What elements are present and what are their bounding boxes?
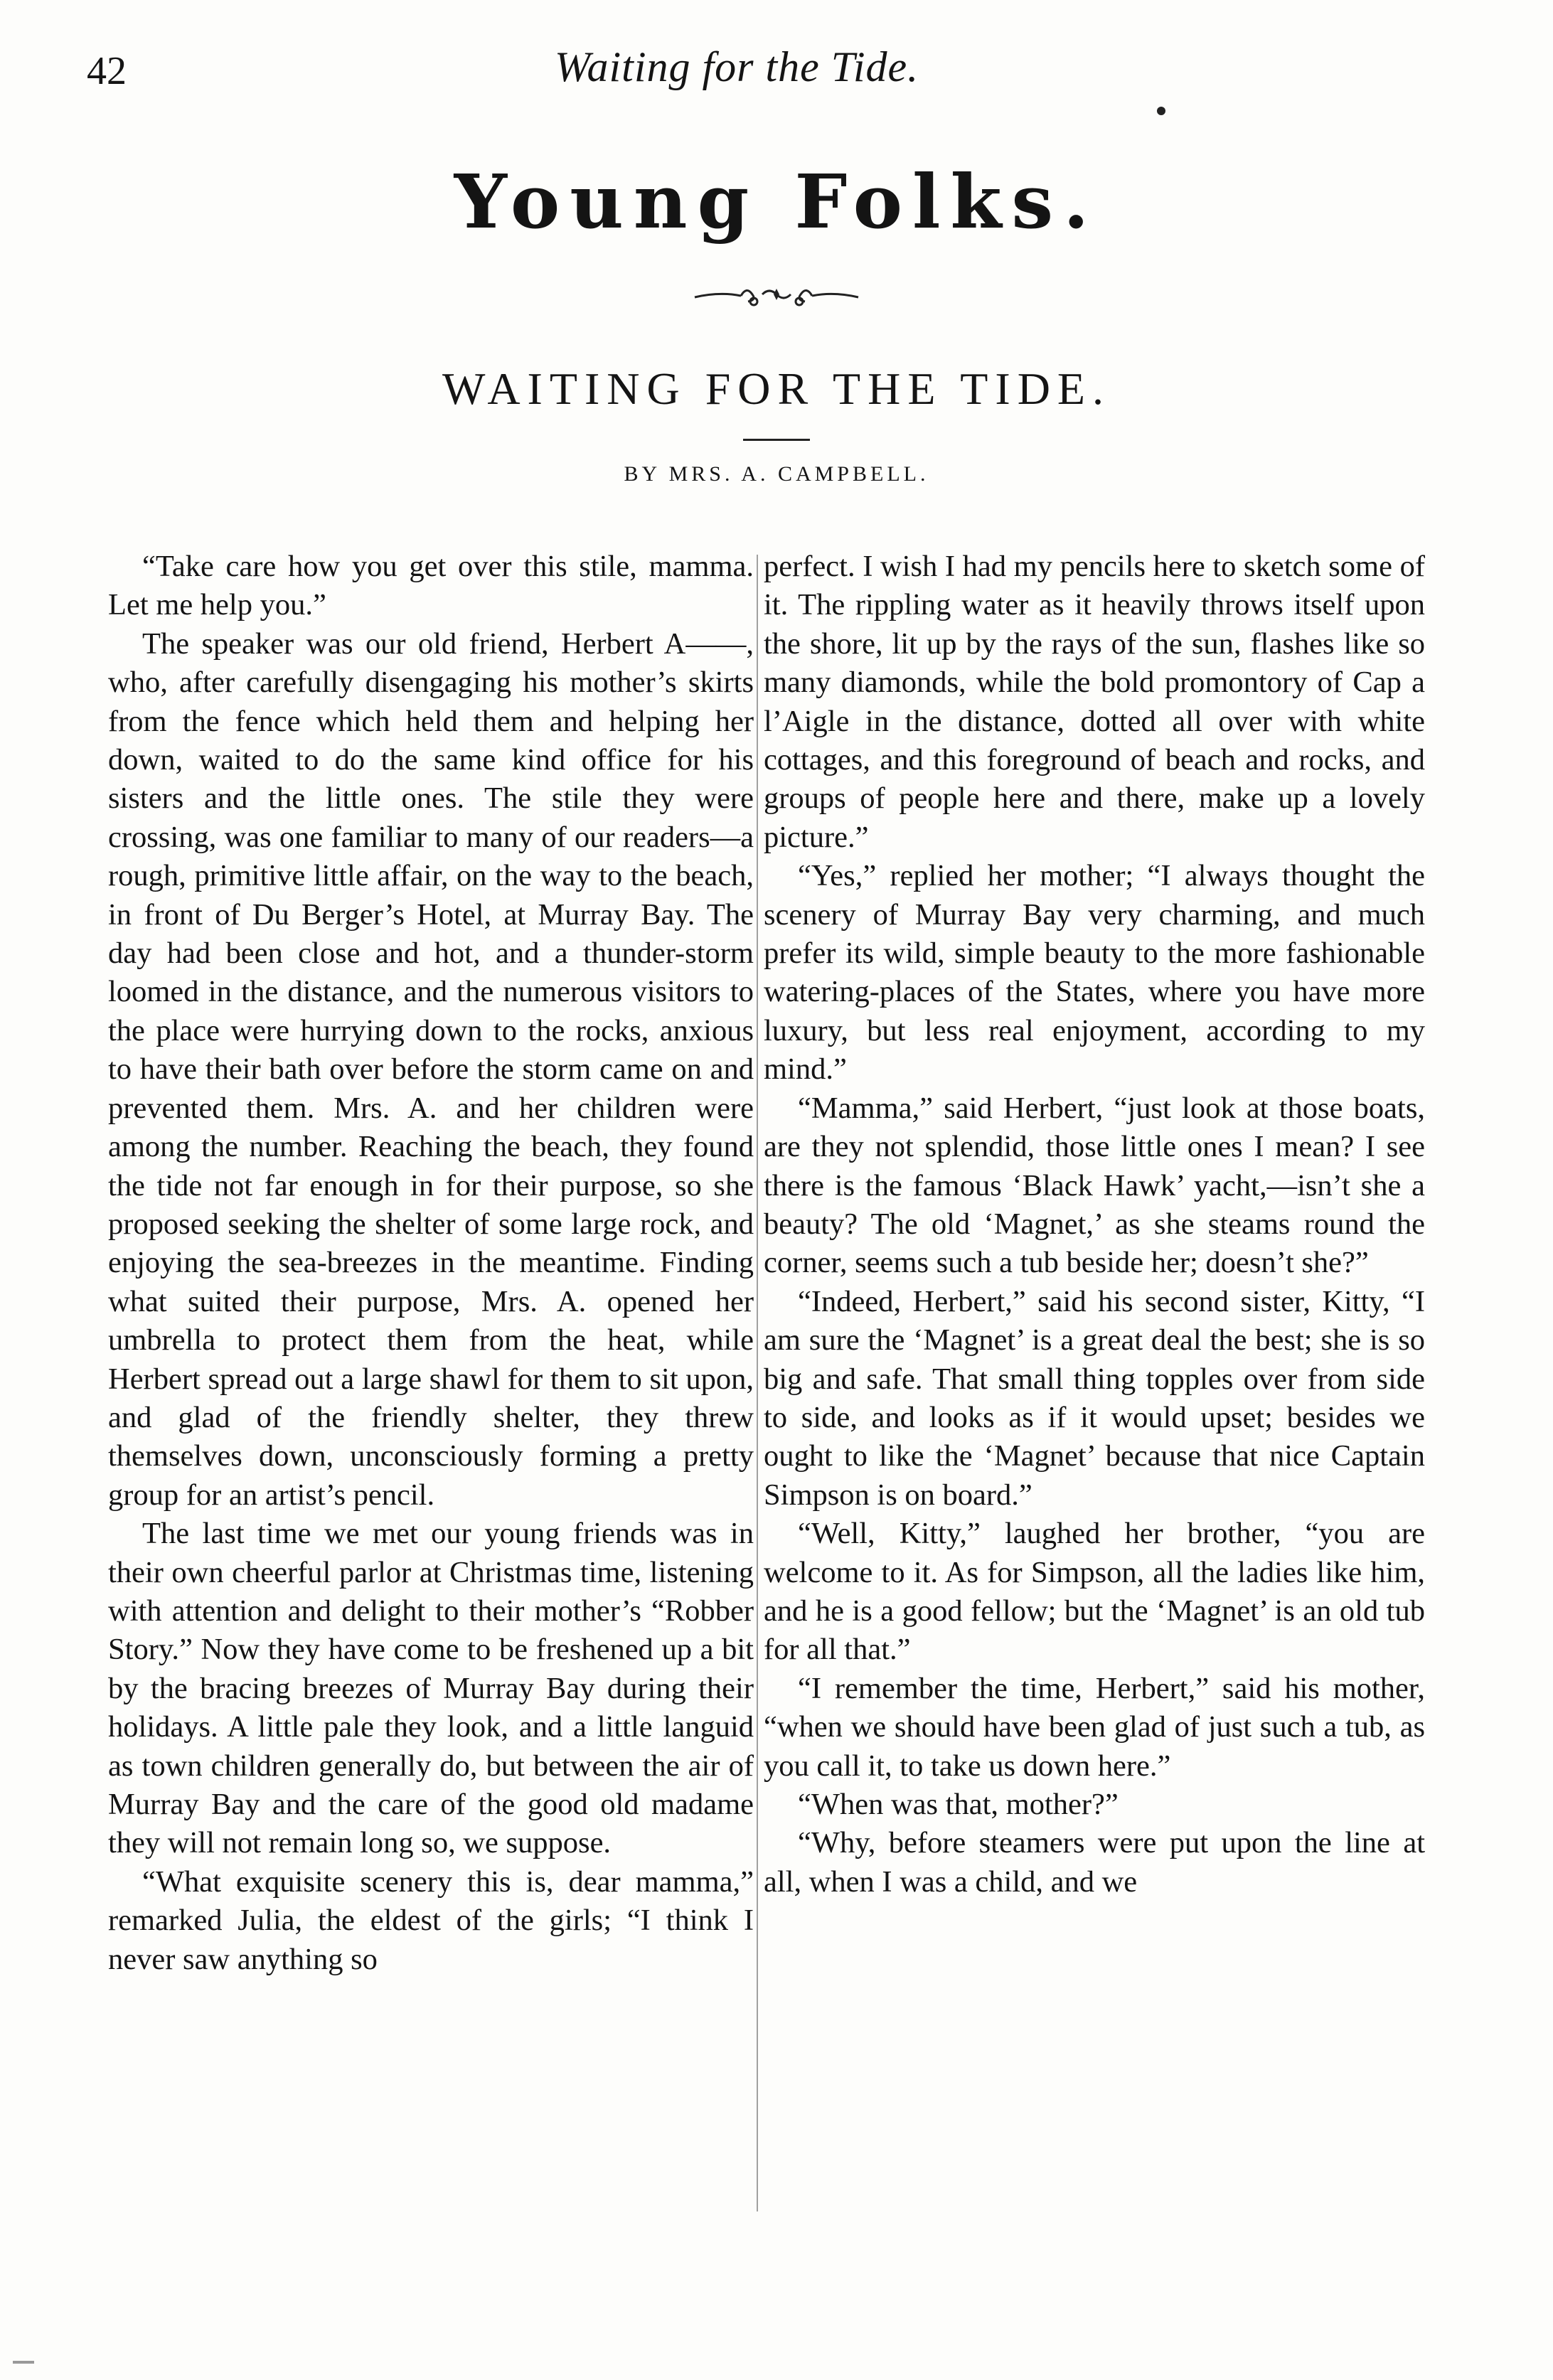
right-column (764, 548, 1425, 1901)
byline: BY MRS. A. CAMPBELL. (624, 462, 929, 486)
paragraph: “Why, before steamers were put upon the line at all, when I was a child, and we (764, 1826, 1425, 1899)
paragraph: “Take care how you get over this stile, mamma. Let me help you.” (108, 550, 754, 622)
running-head: Waiting for the Tide. (555, 43, 919, 90)
decorative-flourish-icon (691, 276, 862, 311)
margin-mark (13, 2361, 34, 2364)
paragraph: perfect. I wish I had my pencils here to sketch some of it. The rippling water as it heavily throws itself upon the shore, lit up by the rays of the sun, flashes like so many diamonds, while the bold promontory of Cap a l’Aigle in the distance, dotted all over with white cottages, and this foreground of beach and rocks, and groups of people here and there, make up a lovely picture.” (764, 550, 1425, 854)
page-number: 42 (87, 49, 127, 93)
paragraph: “When was that, mother?” (798, 1788, 1119, 1821)
paragraph: “I remember the time, Herbert,” said his mother, “when we should have been glad of just such a tub, as you call it, to take us down here.” (764, 1671, 1425, 1783)
title-rule (743, 439, 810, 441)
paragraph: The speaker was our old friend, Herbert A——, who, after carefully disengaging his mother’s skirts from the fence which held them and helping her down, waited to do the same kind office for his sisters and the little ones. The stile they were crossing, was one familiar to many of our readers—a rough, primitive little affair, on the way to the beach, in front of Du Berger’s Hotel, at Murray Bay. The day had been close and hot, and a thunder-storm loomed in the distance, and the numerous visitors to the place were hurrying down to the rocks, anxious to have their bath over before the storm came on and prevented them. Mrs. A. and her children were among the number. Reaching the beach, they found the tide not far enough in for their purpose, so she proposed seeking the shelter of some large rock, and enjoying the sea-breezes in the meantime. Finding what suited their purpose, Mrs. A. opened her umbrella to protect them from the heat, while Herbert spread out a large shawl for them to sit upon, and glad of the friendly shelter, they threw themselves down, unconsciously forming a pretty group for an artist’s pencil. (108, 626, 754, 1512)
paragraph: “Yes,” replied her mother; “I always thought the scenery of Murray Bay very charming, and much prefer its wild, simple beauty to the more fashionable watering-places of the States, where you have more luxury, but less real enjoyment, according to my mind.” (764, 859, 1425, 1087)
paragraph: “Indeed, Herbert,” said his second sister, Kitty, “I am sure the ‘Magnet’ is a great deal the best; she is so big and safe. That small thing topples over from side to side, and looks as if it would upset; besides we ought to like the ‘Magnet’ because that nice Captain Simpson is on board.” (764, 1284, 1425, 1512)
section-title: Young Folks. (454, 158, 1099, 245)
left-column (108, 548, 754, 1979)
print-speck (1157, 107, 1165, 115)
column-divider (757, 555, 758, 2211)
paragraph: “What exquisite scenery this is, dear mamma,” remarked Julia, the eldest of the girls; “I think I never saw anything so (108, 1864, 754, 1976)
paragraph: “Well, Kitty,” laughed her brother, “you are welcome to it. As for Simpson, all the ladies like him, and he is a good fellow; but the ‘Magnet’ is an old tub for all that.” (764, 1517, 1425, 1667)
paragraph: The last time we met our young friends was in their own cheerful parlor at Christmas time, listening with attention and delight to their mother’s “Robber Story.” Now they have come to be freshened up a bit by the bracing breezes of Murray Bay during their holidays. A little pale they look, and a little languid as town children generally do, but between the air of Murray Bay and the care of the good old madame they will not remain long so, we suppose. (108, 1517, 754, 1860)
paragraph: “Mamma,” said Herbert, “just look at those boats, are they not splendid, those little ones I mean? I see there is the famous ‘Black Hawk’ yacht,—isn’t she a beauty? The old ‘Magnet,’ as she steams round the corner, seems such a tub beside her; doesn’t she?” (764, 1091, 1425, 1280)
article-title: WAITING FOR THE TIDE. (442, 363, 1111, 414)
